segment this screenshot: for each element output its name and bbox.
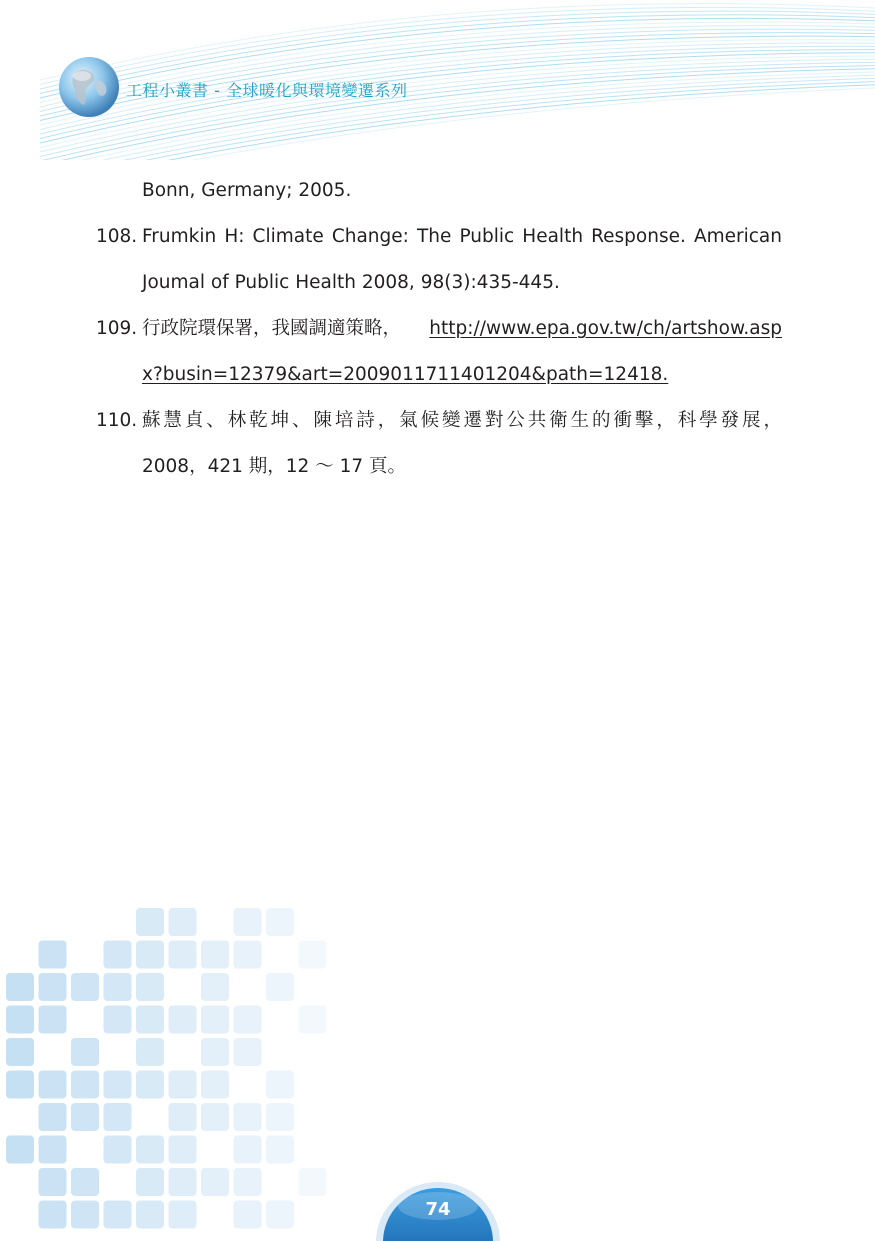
decorative-tile	[201, 1006, 229, 1034]
reference-text: 行政院環保署，我國調適策略，	[142, 318, 402, 339]
decorative-tile	[136, 1168, 164, 1196]
decorative-tile-grid	[0, 900, 360, 1241]
decorative-tile	[136, 941, 164, 969]
globe-icon	[58, 56, 120, 118]
decorative-tile	[104, 1201, 132, 1229]
decorative-tile	[169, 1168, 197, 1196]
decorative-tile	[39, 941, 67, 969]
decorative-tile	[234, 1168, 262, 1196]
decorative-tile	[104, 1071, 132, 1099]
decorative-tile	[71, 1168, 99, 1196]
decorative-tile	[169, 1136, 197, 1164]
decorative-tile	[136, 973, 164, 1001]
decorative-tile	[71, 1071, 99, 1099]
decorative-tile	[6, 973, 34, 1001]
decorative-tile	[71, 1103, 99, 1131]
decorative-tile	[39, 1006, 67, 1034]
decorative-tile	[136, 1038, 164, 1066]
decorative-tile	[234, 908, 262, 936]
decorative-tile	[104, 1103, 132, 1131]
reference-number: 108.	[96, 226, 138, 247]
decorative-tile	[266, 1201, 294, 1229]
decorative-tile	[71, 1038, 99, 1066]
decorative-tile	[136, 1201, 164, 1229]
decorative-tile	[71, 973, 99, 1001]
reference-text: Frumkin H: Climate Change: The Public Health Response. American	[142, 226, 782, 247]
decorative-tile	[201, 941, 229, 969]
reference-text: Joumal of Public Health 2008, 98(3):435-445.	[142, 272, 560, 293]
decorative-tile	[6, 1006, 34, 1034]
decorative-tile	[39, 1168, 67, 1196]
decorative-tile	[136, 1136, 164, 1164]
decorative-tile	[104, 973, 132, 1001]
reference-number: 110.	[96, 410, 138, 431]
decorative-tile	[201, 1103, 229, 1131]
reference-text: 2008，421 期，12 ～ 17 頁。	[142, 456, 406, 477]
reference-item-108	[96, 214, 782, 260]
reference-text-wrapper	[142, 306, 782, 352]
decorative-tile	[169, 1071, 197, 1099]
reference-list	[96, 168, 782, 490]
reference-link[interactable]: http://www.epa.gov.tw/ch/artshow.asp	[429, 318, 782, 339]
decorative-tile	[266, 973, 294, 1001]
decorative-tile	[266, 1071, 294, 1099]
reference-item-110	[96, 398, 782, 444]
decorative-tile	[169, 908, 197, 936]
decorative-tile	[6, 1071, 34, 1099]
decorative-tile	[201, 973, 229, 1001]
decorative-tile	[299, 941, 327, 969]
decorative-tile	[266, 908, 294, 936]
reference-text: 蘇慧貞、林乾坤、陳培詩，氣候變遷對公共衛生的衝擊，科學發展，	[142, 410, 782, 431]
decorative-tile	[201, 1168, 229, 1196]
decorative-tile	[169, 1201, 197, 1229]
reference-item-109	[96, 306, 782, 352]
decorative-tile	[266, 1103, 294, 1131]
decorative-tile	[169, 941, 197, 969]
decorative-tile	[169, 1103, 197, 1131]
reference-item-110-line2	[96, 444, 782, 490]
reference-continuation-line	[96, 168, 782, 214]
decorative-tile	[71, 1201, 99, 1229]
decorative-tile	[6, 1038, 34, 1066]
decorative-tile	[39, 1071, 67, 1099]
reference-item-109-line2	[96, 352, 782, 398]
reference-number: 109.	[96, 318, 138, 339]
decorative-tile	[104, 1136, 132, 1164]
decorative-tile	[266, 1136, 294, 1164]
decorative-tile	[234, 1038, 262, 1066]
decorative-tile	[201, 1071, 229, 1099]
decorative-tile	[39, 973, 67, 1001]
decorative-tile	[104, 941, 132, 969]
decorative-tile	[234, 1103, 262, 1131]
decorative-tile	[234, 1201, 262, 1229]
decorative-tile	[299, 1006, 327, 1034]
decorative-tile	[234, 1136, 262, 1164]
decorative-tile	[169, 1006, 197, 1034]
decorative-tile	[136, 908, 164, 936]
decorative-tile	[136, 1071, 164, 1099]
series-title: 工程小叢書 - 全球暖化與環境變遷系列	[126, 81, 408, 100]
decorative-tile	[201, 1038, 229, 1066]
reference-link[interactable]: x?busin=12379&art=2009011711401204&path=12418.	[142, 364, 669, 385]
decorative-tile	[234, 941, 262, 969]
decorative-tile	[39, 1103, 67, 1131]
page-number: 74	[425, 1199, 451, 1220]
reference-item-108-line2	[96, 260, 782, 306]
decorative-tile	[6, 1136, 34, 1164]
reference-text-wrapper	[142, 352, 782, 398]
decorative-tile	[104, 1006, 132, 1034]
decorative-tile	[39, 1201, 67, 1229]
reference-text: Bonn, Germany; 2005.	[142, 180, 352, 201]
decorative-tile	[39, 1136, 67, 1164]
decorative-tile	[136, 1006, 164, 1034]
decorative-tile	[299, 1168, 327, 1196]
decorative-tile	[234, 1006, 262, 1034]
